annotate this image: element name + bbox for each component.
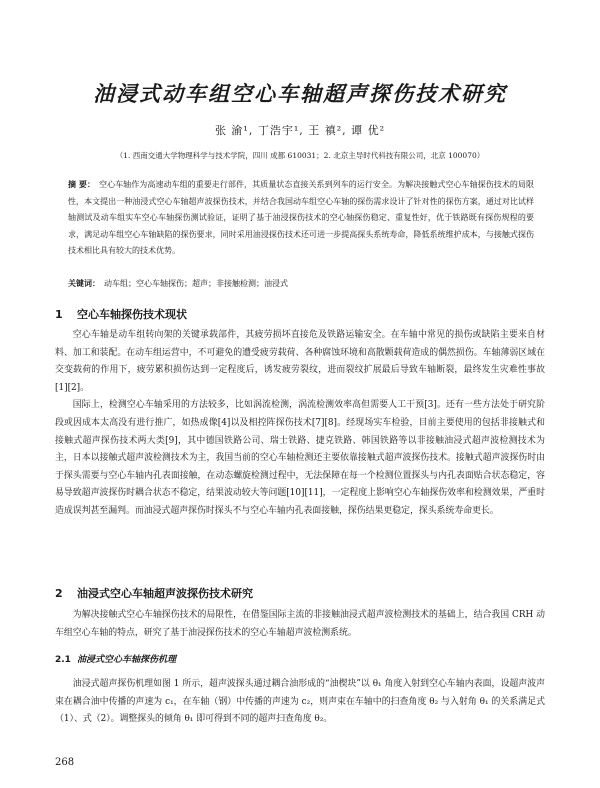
author-list: 张 渝¹, 丁浩宇¹, 王 禛², 谭 优² (214, 124, 386, 137)
affiliations: （1. 西南交通大学物理科学与技术学院，四川 成都 610031；2. 北京主导时代科技有限公司，北京 100070） (115, 151, 485, 160)
section-2-number: 2 (55, 587, 63, 600)
keywords-label: 关键词： (68, 278, 100, 288)
section-1-body (55, 327, 545, 521)
section-2-title: 油浸式空心车轴超声波探伤技术研究 (77, 587, 253, 600)
section-2-body (55, 607, 545, 642)
section-1-heading (55, 306, 187, 322)
paragraph: 为解决接触式空心车轴探伤技术的局限性，在借鉴国际主流的非接触油浸式超声波检测技术的基础上，结合我国 CRH 动车组空心车轴的特点，研究了基于油浸探伤技术的空心车轴超声波检测系统。 (55, 610, 545, 638)
abstract-text: 空心车轴作为高速动车组的重要走行部件，其质量状态直接关系到列车的运行安全。为解决接触式空心车轴探伤技术的局限性，本文提出一种油浸式空心车轴超声波探伤技术，并结合我国动车组空心车轴的探伤需求设计了针对性的探伤方案，通过对比试样轴测试及动车组实车空心车轴探伤测试验证，证明了基于油浸探伤技术的空心轴探伤稳定、重复性好，优于铁路既有探伤规程的要求，满足动车组空心车轴缺陷的探伤要求，同时采用油浸探伤技术还可进一步提高探头系统寿命，降低系统维护成本，与接触式探伤技术相比具有较大的技术优势。 (68, 180, 534, 256)
section-2-1-number: 2.1 (55, 655, 71, 665)
section-1-number: 1 (55, 308, 63, 321)
section-2-1-heading (55, 652, 176, 665)
page-number: 268 (55, 757, 75, 768)
section-2-1-body (55, 676, 545, 729)
abstract-label: 摘 要： (68, 179, 96, 189)
paragraph: 国际上，检测空心车轴采用的方法较多，比如涡流检测，涡流检测效率高但需要人工干预[3]。还有一些方法处于研究阶段或因成本太高没有进行推广，如热成像[4]以及相控阵探伤技术[7][8]。经现场实车检验，目前主要使用的包括非接触式和接触式超声探伤技术两大类[9]，其中德国铁路公司、瑞士铁路、捷克铁路、韩国铁路等以非接触油浸式超声波检测技术为主，日本以接触式超声波检测技术为主，我国当前的空心车轴检测还主要依靠接触式超声波探伤技术。接触式超声波探伤时由于探头需要与空心车轴内孔表面接触，在动态螺旋检测过程中，无法保障在每一个检测位置探头与内孔表面贴合状态稳定，容易导致超声波探伤时耦合状态不稳定，结果波动较大等问题[10][11]，一定程度上影响空心车轴探伤效率和检测效果，严重时造成误判甚至漏判。而油浸式超声探伤时探头不与空心车轴内孔表面接触，探伤结果更稳定，探头系统寿命更长。 (55, 400, 545, 516)
section-1-title: 空心车轴探伤技术现状 (77, 308, 187, 321)
section-2-heading (55, 585, 253, 601)
keywords (68, 278, 534, 289)
keywords-text: 动车组；空心车轴探伤；超声；非接触检测；油浸式 (104, 279, 288, 288)
section-2-1-title: 油浸式空心车轴探伤机理 (77, 655, 177, 665)
abstract (68, 176, 534, 260)
paper-title: 油浸式动车组空心车轴超声探伤技术研究 (93, 82, 507, 106)
paragraph: 油浸式超声探伤机理如图 1 所示，超声波探头通过耦合油形成的“油楔块”以 θ₁ 角度入射到空心车轴内表面，设超声波声束在耦合油中传播的声速为 c₁，在车轴（钢）中传播的声速为 c₂，则声束在车轴中的扫查角度 θ₂ 与入射角 θ₁ 的关系满足式（1）、式（2）。调整探头的倾角 θ₁ 即可得到不同的超声扫查角度 θ₂。 (55, 679, 545, 725)
paragraph: 空心车轴是动车组转向架的关键承载部件，其疲劳损坏直接危及铁路运输安全。在车轴中常见的损伤或缺陷主要来自材料、加工和装配。在动车组运营中，不可避免的遭受疲劳载荷、各种腐蚀环境和高散颗载荷造成的偶然损伤。车轴薄弱区域在交变载荷的作用下，疲劳累积损伤达到一定程度后，诱发疲劳裂纹，进而裂纹扩展最后导致车轴断裂，最终发生灾难性事故[1][2]。 (55, 330, 545, 393)
